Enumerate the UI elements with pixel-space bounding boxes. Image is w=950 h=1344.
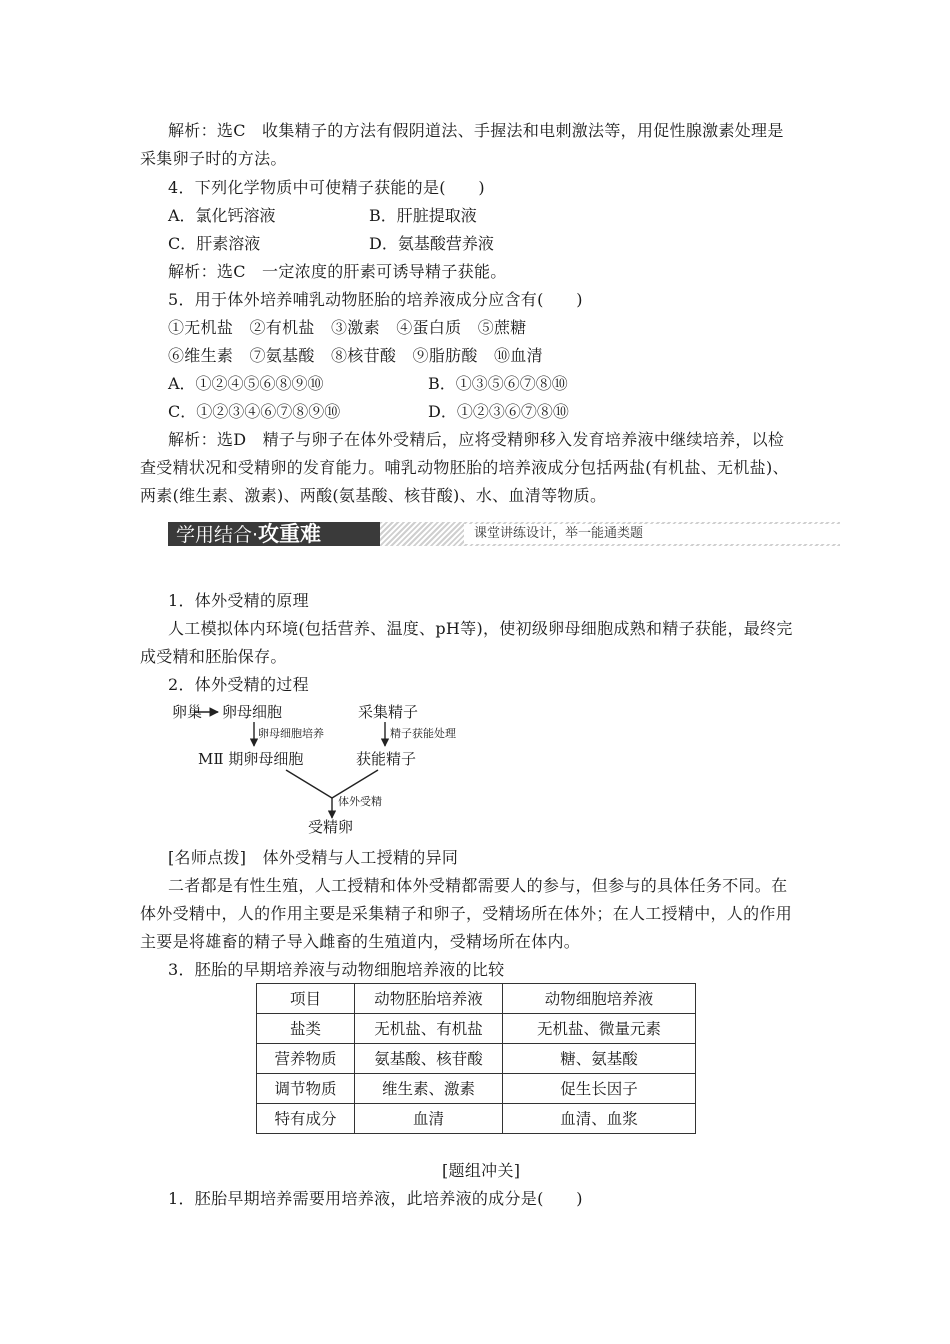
section1-line2: 成受精和胚胎保存。	[140, 647, 287, 666]
table-cell: 血清	[355, 1104, 503, 1134]
q5-analysis-line3: 两素(维生素、激素)、两酸(氨基酸、核苷酸)、水、血清等物质。	[140, 486, 607, 505]
table-row	[257, 1044, 696, 1074]
tip-line1: 二者都是有性生殖，人工授精和体外受精都需要人的参与，但参与的具体任务不同。在	[168, 876, 788, 895]
q5-option-b: B．①③⑤⑥⑦⑧⑩	[428, 374, 568, 393]
table-header-row	[257, 984, 696, 1014]
practice-q1-stem: 1．胚胎早期培养需要用培养液，此培养液的成分是( )	[168, 1189, 583, 1208]
q5-analysis-line2: 查受精状况和受精卵的发育能力。哺乳动物胚胎的培养液成分包括两盐(有机盐、无机盐)、	[140, 458, 789, 477]
section-banner	[168, 520, 840, 548]
banner-subtitle: 课堂讲练设计，举一能通类题	[474, 526, 644, 541]
q4-option-b: B．肝脏提取液	[369, 206, 477, 225]
table-row	[257, 1074, 696, 1104]
table-cell: 无机盐、有机盐	[355, 1014, 503, 1044]
table-cell: 调节物质	[257, 1074, 355, 1104]
table-row	[257, 1014, 696, 1044]
q5-items-row1: ①无机盐 ②有机盐 ③激素 ④蛋白质 ⑤蔗糖	[168, 318, 527, 337]
q4-analysis: 解析：选C 一定浓度的肝素可诱导精子获能。	[168, 262, 507, 281]
section1-heading: 1．体外受精的原理	[168, 591, 309, 610]
q5-option-c: C．①②③④⑥⑦⑧⑨⑩	[168, 402, 341, 421]
table-cell: 血清、血浆	[503, 1104, 696, 1134]
table-cell: 糖、氨基酸	[503, 1044, 696, 1074]
table-header-cell: 动物细胞培养液	[503, 984, 696, 1014]
diagram-zygote: 受精卵	[308, 818, 354, 836]
tip-title: [名师点拨] 体外受精与人工授精的异同	[168, 848, 459, 867]
section1-line1: 人工模拟体内环境(包括营养、温度、pH等)，使初级卵母细胞成熟和精子获能，最终完	[168, 619, 793, 638]
q4-option-c: C．肝素溶液	[168, 234, 261, 253]
diagram-oocyte-culture: 卵母细胞培养	[258, 727, 324, 740]
q4-stem: 4．下列化学物质中可使精子获能的是( )	[168, 178, 485, 197]
q5-items-row2: ⑥维生素 ⑦氨基酸 ⑧核苷酸 ⑨脂肪酸 ⑩血清	[168, 346, 543, 365]
q5-stem: 5．用于体外培养哺乳动物胚胎的培养液成分应含有( )	[168, 290, 583, 309]
comparison-table	[256, 983, 696, 1134]
diagram-capacitation: 精子获能处理	[390, 727, 456, 740]
banner-title	[176, 522, 321, 547]
section2-heading: 2．体外受精的过程	[168, 675, 309, 694]
banner-title-part1: 学用结合·	[176, 524, 259, 546]
diagram-collect-sperm: 采集精子	[358, 703, 419, 721]
table-row	[257, 1104, 696, 1134]
diagram-oocyte: 卵母细胞	[222, 703, 283, 721]
tip-line3: 主要是将雄畜的精子导入雌畜的生殖道内，受精场所在体内。	[140, 932, 581, 951]
q4-option-d: D．氨基酸营养液	[369, 234, 494, 253]
table-cell: 无机盐、微量元素	[503, 1014, 696, 1044]
table-cell: 盐类	[257, 1014, 355, 1044]
table-header-cell: 项目	[257, 984, 355, 1014]
line-oocyte-merge	[286, 770, 332, 798]
line-sperm-merge	[332, 770, 378, 798]
diagram-capacitated-sperm: 获能精子	[356, 750, 417, 768]
diagram-ivf: 体外受精	[338, 795, 382, 808]
section3-heading: 3．胚胎的早期培养液与动物细胞培养液的比较	[168, 960, 505, 979]
table-cell: 营养物质	[257, 1044, 355, 1074]
table-cell: 维生素、激素	[355, 1074, 503, 1104]
q5-option-a: A．①②④⑤⑥⑧⑨⑩	[168, 374, 324, 393]
practice-title: [题组冲关]	[442, 1161, 521, 1180]
q3-analysis-line1: 解析：选C 收集精子的方法有假阴道法、手握法和电刺激法等，用促性腺激素处理是	[168, 121, 784, 140]
tip-line2: 体外受精中，人的作用主要是采集精子和卵子，受精场所在体外；在人工授精中，人的作用	[140, 904, 793, 923]
q5-option-d: D．①②③⑥⑦⑧⑩	[428, 402, 569, 421]
q3-analysis-line2: 采集卵子时的方法。	[140, 149, 287, 168]
table-cell: 特有成分	[257, 1104, 355, 1134]
table-header-cell: 动物胚胎培养液	[355, 984, 503, 1014]
diagram-mii-oocyte: MⅡ 期卵母细胞	[198, 750, 304, 768]
table-cell: 促生长因子	[503, 1074, 696, 1104]
banner-title-part2: 攻重难	[258, 522, 322, 546]
diagram-ovary: 卵巢	[172, 703, 203, 721]
q4-option-a: A．氯化钙溶液	[168, 206, 276, 225]
q5-analysis-line1: 解析：选D 精子与卵子在体外受精后，应将受精卵移入发育培养液中继续培养，以检	[168, 430, 785, 449]
table-cell: 氨基酸、核苷酸	[355, 1044, 503, 1074]
